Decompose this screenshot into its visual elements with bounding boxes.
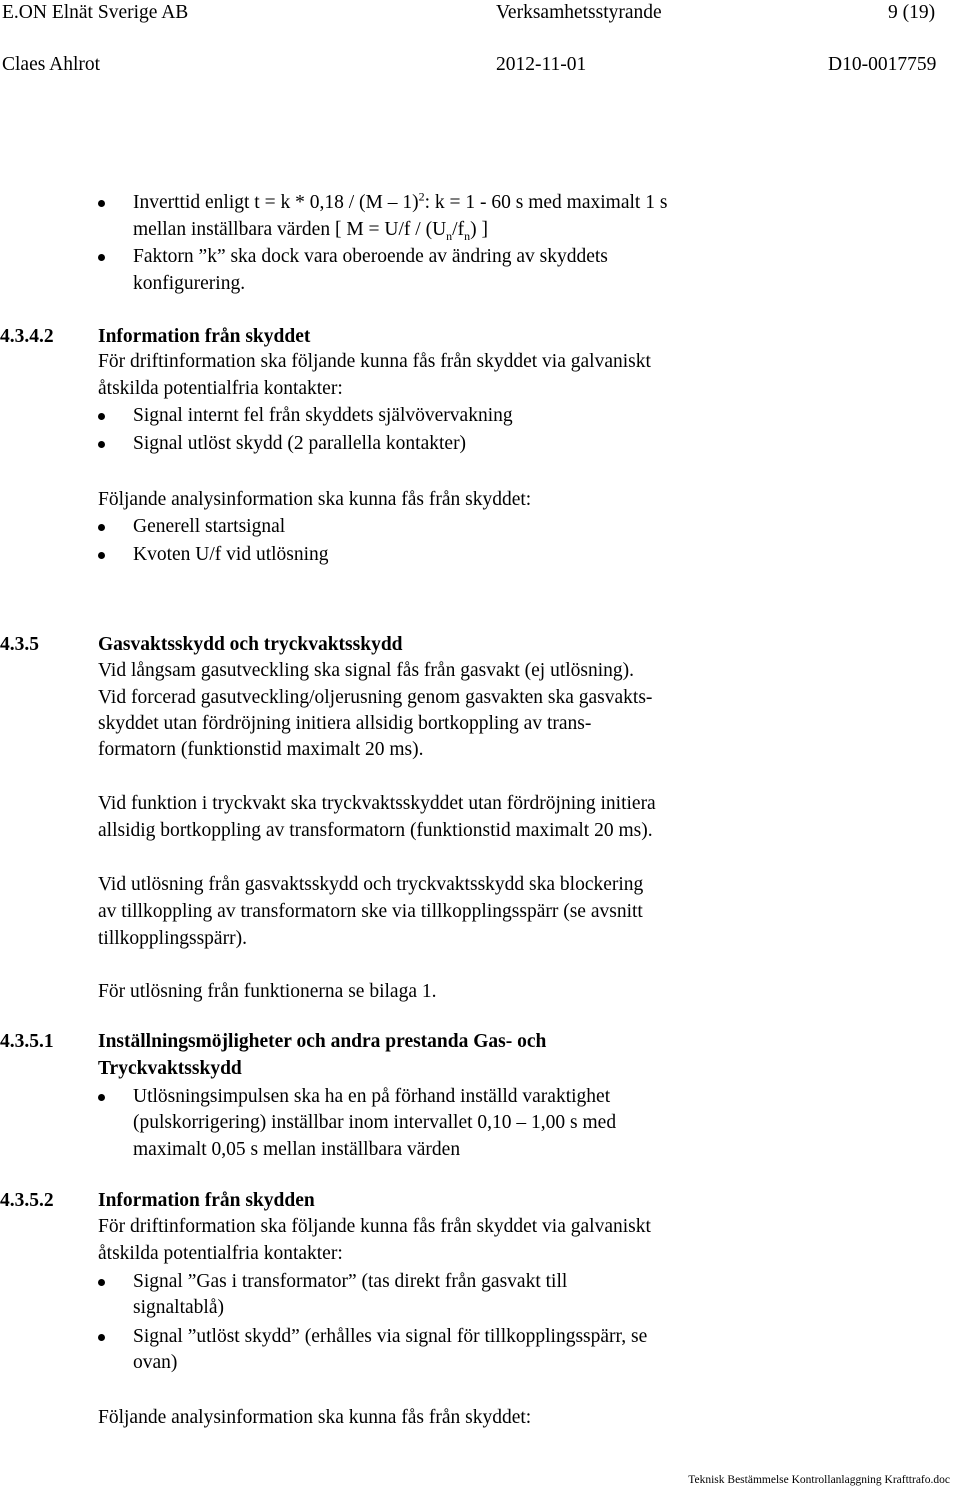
superscript: 2 [418, 189, 425, 204]
header-author: Claes Ahlrot [2, 54, 101, 75]
section-number: 4.3.5.2 [0, 1190, 54, 1211]
paragraph-line: Följande analysinformation ska kunna fås från skyddet: [98, 1407, 532, 1428]
bullet-dot [98, 441, 105, 448]
bullet-dot [98, 1279, 105, 1286]
section-number: 4.3.5.1 [0, 1031, 54, 1052]
bullet-dot [98, 1094, 105, 1101]
paragraph-line: formatorn (funktionstid maximalt 20 ms). [98, 739, 424, 760]
paragraph-line: av tillkoppling av transformatorn ske via tillkopplingsspärr (se avsnitt [98, 901, 643, 922]
paragraph-line: Vid funktion i tryckvakt ska tryckvaktsskyddet utan fördröjning initiera [98, 793, 656, 814]
list-item: Signal internt fel från skyddets självövervakning [133, 405, 513, 426]
header-category: Verksamhetsstyrande [496, 2, 662, 23]
subscript: n [464, 228, 471, 243]
paragraph-line: För driftinformation ska följande kunna fås från skyddet via galvaniskt [98, 1216, 651, 1237]
list-item: Generell startsignal [133, 516, 286, 537]
formula-text: /f [452, 219, 465, 240]
section-heading: Gasvaktsskydd och tryckvaktsskydd [98, 634, 403, 655]
list-item-continuation: maximalt 0,05 s mellan inställbara värden [133, 1139, 461, 1160]
formula-text: Inverttid enligt t = k * 0,18 / (M – 1) [133, 192, 419, 213]
paragraph-line: åtskilda potentialfria kontakter: [98, 378, 343, 399]
header-company: E.ON Elnät Sverige AB [2, 2, 189, 23]
list-item-continuation [133, 218, 488, 242]
paragraph-line: åtskilda potentialfria kontakter: [98, 1243, 343, 1264]
list-item-continuation: ovan) [133, 1352, 178, 1373]
list-item: Faktorn ”k” ska dock vara oberoende av ändring av skyddets [133, 246, 608, 267]
section-number: 4.3.5 [0, 634, 39, 655]
paragraph-line: Vid långsam gasutveckling ska signal fås från gasvakt (ej utlösning). [98, 660, 635, 681]
list-item: Signal ”utlöst skydd” (erhålles via signal för tillkopplingsspärr, se [133, 1326, 648, 1347]
bullet-dot [98, 552, 105, 559]
list-item-continuation: (pulskorrigering) inställbar inom intervallet 0,10 – 1,00 s med [133, 1112, 617, 1133]
list-item: Signal ”Gas i transformator” (tas direkt från gasvakt till [133, 1271, 568, 1292]
paragraph-line: Vid forcerad gasutveckling/oljerusning genom gasvakten ska gasvakts- [98, 687, 653, 708]
header-date: 2012-11-01 [496, 54, 587, 75]
section-number: 4.3.4.2 [0, 326, 54, 347]
bullet-dot [98, 413, 105, 420]
formula-text: : k = 1 - 60 s med maximalt 1 s [424, 192, 668, 213]
bullet-dot [98, 254, 105, 261]
header-page-number: 9 (19) [888, 2, 936, 23]
list-item-continuation: konfigurering. [133, 273, 246, 294]
paragraph-line: För driftinformation ska följande kunna fås från skyddet via galvaniskt [98, 351, 651, 372]
list-item: Signal utlöst skydd (2 parallella kontakter) [133, 433, 467, 454]
section-heading: Information från skydden [98, 1190, 315, 1211]
paragraph-line: För utlösning från funktionerna se bilaga 1. [98, 981, 437, 1002]
subscript: n [446, 228, 453, 243]
paragraph-line: Vid utlösning från gasvaktsskydd och tryckvaktsskydd ska blockering [98, 874, 644, 895]
list-item-continuation: signaltablå) [133, 1297, 224, 1318]
paragraph-line: Följande analysinformation ska kunna fås från skyddet: [98, 489, 532, 510]
list-item: Utlösningsimpulsen ska ha en på förhand inställd varaktighet [133, 1086, 611, 1107]
bullet-dot [98, 200, 105, 207]
paragraph-line: allsidig bortkoppling av transformatorn (funktionstid maximalt 20 ms). [98, 820, 653, 841]
list-item [133, 191, 667, 215]
paragraph-line: skyddet utan fördröjning initiera allsidig bortkoppling av trans- [98, 713, 592, 734]
formula-text: mellan inställbara värden [ M = U/f / (U [133, 219, 447, 240]
section-heading: Inställningsmöjligheter och andra prestanda Gas- och [98, 1031, 547, 1052]
formula-text: ) ] [470, 219, 488, 240]
bullet-dot [98, 1334, 105, 1341]
section-heading: Information från skyddet [98, 326, 311, 347]
footer-filename: Teknisk Bestämmelse Kontrollanlaggning Krafttrafo.doc [688, 1474, 950, 1486]
list-item: Kvoten U/f vid utlösning [133, 544, 329, 565]
header-doc-id: D10-0017759 [828, 54, 937, 75]
bullet-dot [98, 524, 105, 531]
paragraph-line: tillkopplingsspärr). [98, 928, 247, 949]
section-heading-continuation: Tryckvaktsskydd [98, 1058, 242, 1079]
